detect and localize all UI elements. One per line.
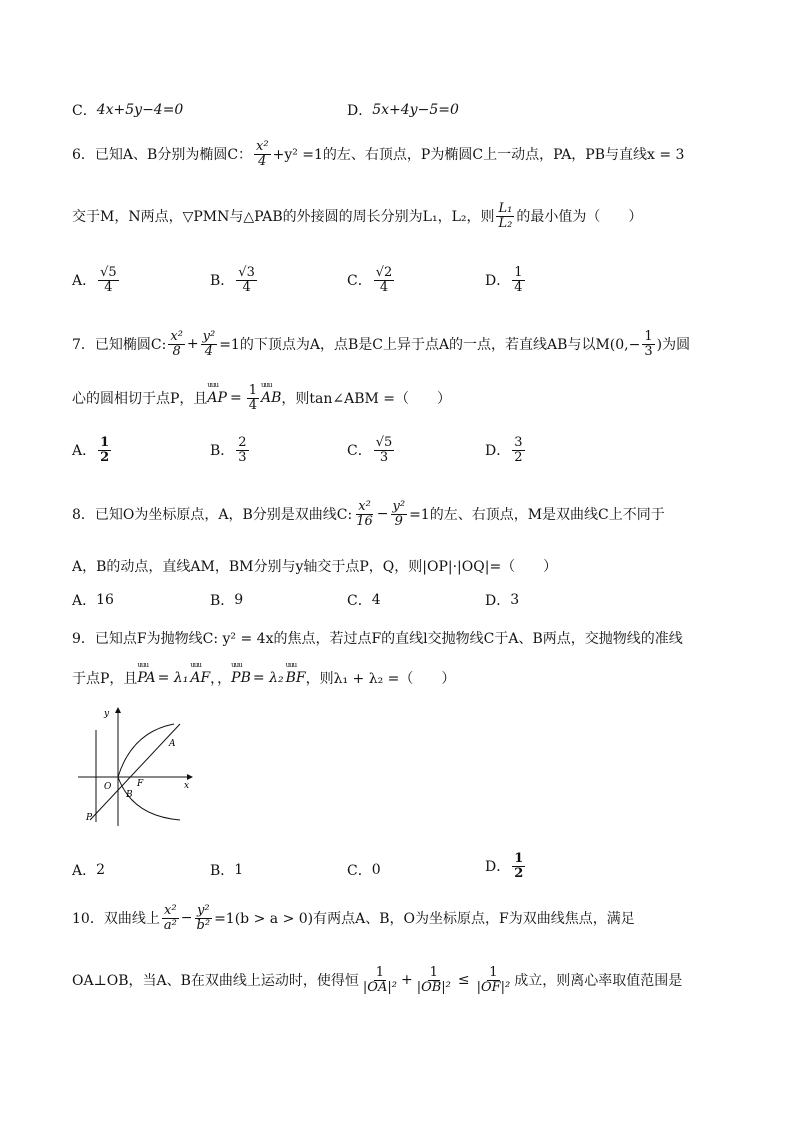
option-value: 2: [96, 862, 106, 878]
fraction-den: 2: [514, 449, 523, 465]
q10-line1: [72, 904, 635, 932]
option-value: 3: [510, 592, 520, 608]
question-number: 10．: [72, 911, 104, 928]
fraction-num: 1: [514, 851, 524, 866]
parabola-graph: [76, 704, 198, 826]
q9-option-a: [72, 860, 105, 880]
fraction: [98, 266, 119, 294]
option-label: D．: [485, 443, 511, 460]
q5-option-d: [347, 100, 459, 120]
fraction-num: √5: [100, 265, 117, 280]
operator: +: [186, 336, 199, 353]
q9-option-b: [210, 860, 243, 880]
operator: ≤: [457, 972, 470, 989]
q6-option-b: [210, 266, 259, 294]
option-label: C．: [347, 443, 372, 460]
fraction: [415, 966, 453, 994]
fraction-num: x²: [164, 903, 177, 918]
q9-option-c: [347, 860, 381, 880]
q7-option-d: [485, 436, 527, 464]
fraction: [475, 966, 513, 994]
fraction-den: 3: [238, 449, 247, 465]
fraction: [642, 330, 654, 358]
fraction-num: 1: [248, 383, 257, 398]
question-number: 7．: [72, 337, 95, 354]
fraction-den: |OA|²: [362, 979, 397, 995]
question-text: 交于M，N两点，▽PMN与△PAB的外接圆的周长分别为L₁，L₂，则: [72, 209, 495, 226]
vector-bf: uuu BF: [286, 670, 306, 686]
fraction-num: 1: [429, 965, 438, 980]
q6-line2: [72, 202, 642, 230]
option-text: 4x+5y−4=0: [96, 102, 184, 118]
q7-option-c: [347, 436, 396, 464]
label-p: P: [86, 813, 93, 823]
fraction-num: √3: [238, 265, 255, 280]
fraction-num: L₁: [498, 201, 513, 216]
fraction-den: |OB|²: [416, 979, 451, 995]
fraction-num: 1: [375, 965, 385, 980]
question-text: )为圆: [656, 337, 691, 354]
question-text: ，则λ₁ + λ₂ =（ ）: [305, 671, 456, 687]
option-label: B．: [210, 443, 235, 460]
fraction-den: |OF|²: [476, 979, 511, 995]
fraction-den: 4: [258, 153, 267, 169]
fraction: [512, 436, 524, 464]
question-number: 9．: [72, 631, 95, 647]
fraction-den: 4: [104, 279, 113, 295]
vector-pa: uuu PA: [137, 670, 155, 686]
question-text: =1的下顶点为A，点B是C上异于点A的一点，若直线AB与以M(0,−: [219, 337, 641, 354]
fraction-den: L₂: [498, 215, 513, 231]
fraction: [354, 500, 375, 528]
fraction-num: 1: [489, 965, 498, 980]
fraction: [254, 140, 271, 168]
question-text: 已知椭圆C:: [94, 337, 167, 354]
fraction: [236, 266, 257, 294]
q7-line1: [72, 330, 690, 358]
fraction-num: √2: [375, 265, 393, 280]
fraction-num: 1: [644, 329, 653, 344]
question-text: 已知A、B分别为椭圆C：: [94, 147, 253, 164]
q8-line2: [72, 556, 557, 576]
option-label: C．: [72, 103, 97, 119]
fraction: [162, 904, 179, 932]
label-a: A: [169, 739, 176, 749]
q6-line1: [72, 140, 684, 168]
option-label: A．: [72, 593, 97, 609]
label-b: B: [126, 790, 133, 800]
fraction-num: 1: [100, 435, 110, 450]
option-value: 9: [234, 592, 244, 608]
operator: −: [376, 506, 389, 523]
question-text: 成立，则离心率取值范围是: [514, 973, 683, 990]
q8-option-b: [210, 590, 243, 610]
label-y: y: [104, 709, 110, 719]
option-label: D．: [347, 103, 373, 119]
question-text: ，，: [210, 671, 232, 687]
option-label: D．: [485, 273, 511, 290]
fraction-den: 2: [514, 865, 524, 881]
option-label: D．: [485, 593, 511, 609]
option-label: C．: [347, 863, 372, 879]
question-text: A，B的动点，直线AM，BM分别与y轴交于点P，Q，则|OP|·|OQ|=（ ）: [72, 559, 558, 575]
option-label: A．: [72, 273, 97, 290]
question-number: 8．: [72, 507, 95, 524]
fraction: [512, 266, 524, 294]
option-value: 4: [371, 592, 381, 608]
vector-pb: uuu PB: [231, 670, 251, 686]
fraction-den: 9: [394, 513, 403, 529]
question-text: 的最小值为（ ）: [516, 209, 643, 226]
operator: −: [180, 910, 193, 927]
q10-line2: [72, 966, 682, 994]
fraction-den: b²: [196, 917, 211, 933]
q9-line1: [72, 628, 683, 648]
q7-line2: [72, 384, 451, 412]
fraction-num: y²: [392, 499, 406, 514]
fraction-num: x²: [170, 329, 183, 344]
vector-ab: uuu AB: [261, 390, 281, 406]
question-text: = λ₁: [157, 670, 189, 686]
fraction: [236, 436, 248, 464]
fraction: [374, 436, 395, 464]
fraction-den: 16: [356, 513, 373, 529]
question-text: 已知O为坐标原点，A，B分别是双曲线C:: [94, 507, 353, 524]
fraction-den: 4: [242, 279, 251, 295]
option-label: D．: [485, 859, 511, 876]
fraction-den: 2: [100, 449, 110, 465]
q8-option-a: [72, 590, 114, 610]
question-number: 6．: [72, 147, 95, 164]
question-text: 心的圆相切于点P，且: [72, 391, 208, 408]
fraction: [168, 330, 185, 358]
option-text: 5x+4y−5=0: [372, 102, 459, 118]
fraction-num: x²: [358, 499, 371, 514]
option-value: 0: [371, 862, 381, 878]
fraction-den: 3: [379, 449, 389, 465]
q6-option-a: [72, 266, 121, 294]
option-value: 1: [234, 862, 244, 878]
fraction: [361, 966, 399, 994]
fraction: [201, 330, 218, 358]
fraction: [391, 500, 408, 528]
fraction-num: y²: [197, 903, 210, 918]
fraction-num: 2: [238, 435, 247, 450]
operator: =: [229, 390, 242, 407]
fraction: [374, 266, 395, 294]
q8-option-d: [485, 590, 519, 610]
question-text: =1的左、右顶点，M是双曲线C上不同于: [409, 507, 665, 524]
option-label: A．: [72, 443, 97, 460]
vector-ap: uuu AP: [207, 390, 227, 406]
question-text: 于点P，且: [72, 671, 138, 687]
option-label: C．: [347, 273, 372, 290]
question-text: 已知点F为抛物线C: y² = 4x的焦点，若过点F的直线l交抛物线C于A、B两点，交抛物线的准线: [94, 631, 683, 647]
q7-option-a: [72, 436, 113, 464]
q9-option-d: [485, 852, 527, 880]
label-f: F: [137, 779, 144, 789]
fraction: [195, 904, 213, 932]
fraction-num: √5: [375, 435, 393, 450]
fraction-num: 3: [514, 435, 523, 450]
fraction: [247, 384, 259, 412]
question-text: +y² =1的左、右顶点，P为椭圆C上一动点，PA，PB与直线x = 3: [272, 147, 685, 164]
fraction-den: 8: [172, 343, 181, 359]
fraction-num: 1: [514, 265, 523, 280]
question-text: = λ₂: [252, 670, 284, 686]
fraction: [98, 436, 111, 464]
fraction-den: a²: [163, 917, 177, 933]
option-label: B．: [210, 593, 235, 609]
fraction-den: 4: [379, 279, 389, 295]
fraction-den: 3: [644, 343, 653, 359]
question-text: 双曲线上: [103, 911, 160, 928]
operator: +: [400, 972, 413, 989]
question-text: =1(b > a > 0)有两点A、B，O为坐标原点，F为双曲线焦点，满足: [214, 911, 635, 928]
label-x: x: [184, 781, 190, 791]
question-text: OA⊥OB，当A、B在双曲线上运动时，使得恒: [72, 973, 359, 990]
q8-option-c: [347, 590, 381, 610]
option-label: B．: [210, 863, 235, 879]
q6-option-d: [485, 266, 527, 294]
q5-option-c: [72, 100, 183, 120]
fraction: [496, 202, 514, 230]
fraction-den: 4: [514, 279, 523, 295]
fraction-num: y²: [202, 329, 216, 344]
label-o: O: [104, 782, 112, 792]
option-label: B．: [210, 273, 235, 290]
option-label: A．: [72, 863, 97, 879]
option-value: 16: [96, 592, 114, 608]
q7-option-b: [210, 436, 251, 464]
fraction: [512, 852, 525, 880]
question-text: ，则tan∠ABM =（ ）: [281, 391, 452, 408]
q8-line1: [72, 500, 665, 528]
q9-line2: [72, 668, 455, 688]
fraction-den: 4: [204, 343, 214, 359]
fraction-num: x²: [256, 139, 269, 154]
vector-af: uuu AF: [190, 670, 210, 686]
line-l: [90, 724, 180, 820]
q6-option-c: [347, 266, 396, 294]
option-label: C．: [347, 593, 372, 609]
fraction-den: 4: [248, 397, 257, 413]
